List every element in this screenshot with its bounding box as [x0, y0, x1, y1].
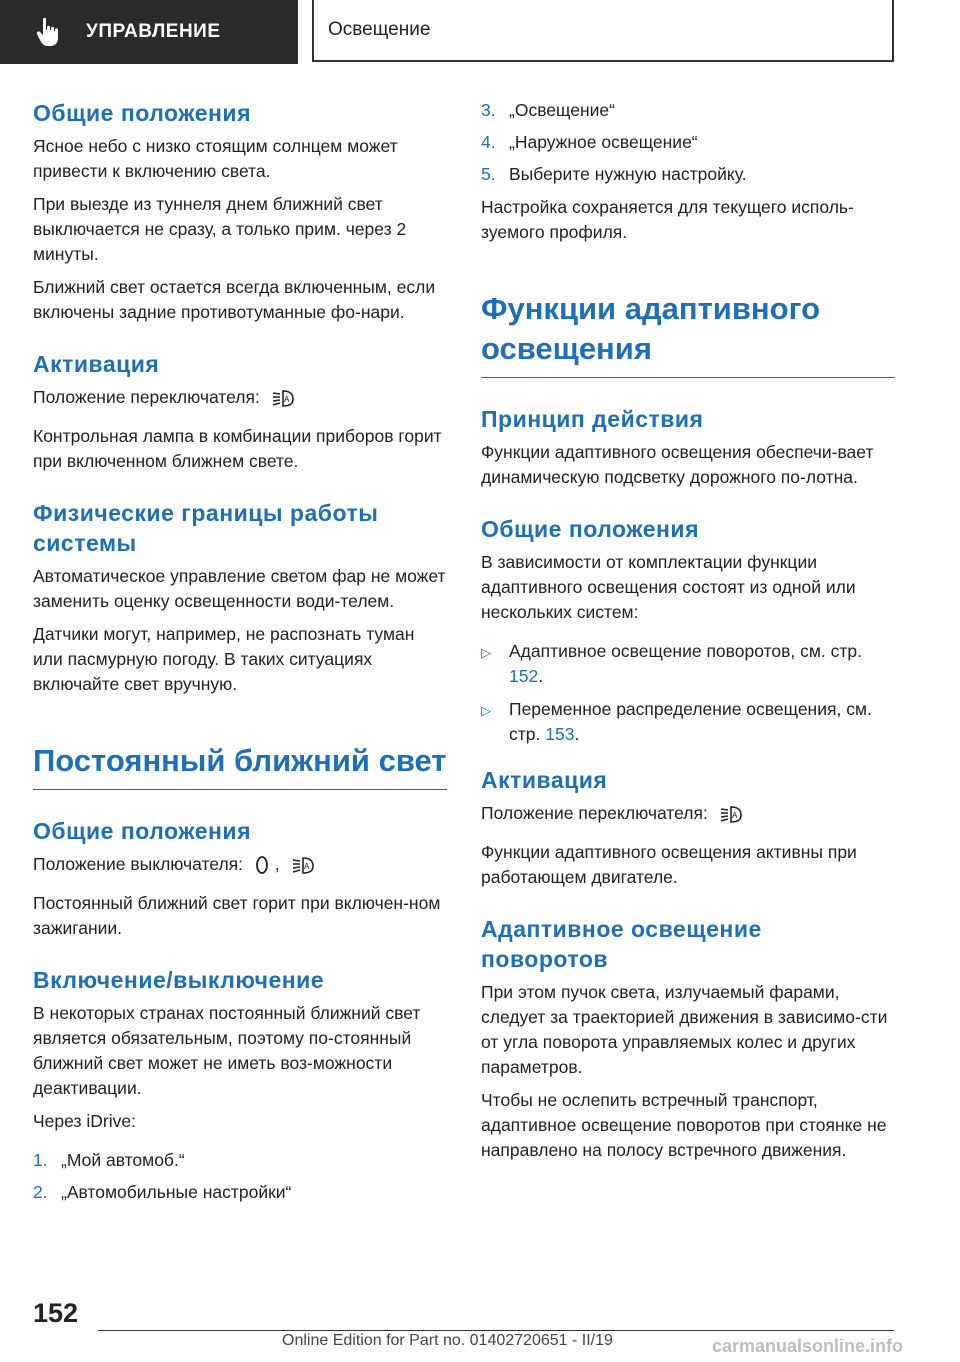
paragraph: Чтобы не ослепить встречный транспорт, адаптивное освещение поворотов при стоянке не направлено на полосу встречного движения. — [481, 1090, 887, 1160]
paragraph: Функции адаптивного освещения активны при работающем двигателе. — [481, 842, 857, 887]
paragraph-switch-position: Положение переключателя: A — [481, 801, 895, 832]
list-item: 1. „Мой автомоб.“ — [33, 1150, 185, 1170]
page-number: 152 — [33, 1298, 79, 1328]
paragraph: В зависимости от комплектации функции адаптивного освещения состоят из одной или нескольких систем: — [481, 552, 856, 622]
chapter-tab — [312, 0, 894, 62]
svg-text:A: A — [283, 395, 290, 404]
idrive-steps-list — [33, 1148, 447, 1205]
auto-headlight-icon — [719, 803, 743, 832]
footer-edition-text: Online Edition for Part no. 01402720651 - II/19 — [282, 1332, 613, 1349]
list-item: 3. „Освещение“ — [481, 100, 615, 120]
heading-general-3: Общие положения — [481, 516, 699, 542]
list-item: ▷ Переменное распределение освещения, см. стр. 153. — [481, 697, 895, 747]
paragraph: Ясное небо с низко стоящим солнцем может привести к включению света. — [33, 136, 398, 181]
paragraph: Постоянный ближний свет горит при включен-ном зажигании. — [33, 893, 441, 938]
paragraph: Настройка сохраняется для текущего исполь-зуемого профиля. — [481, 197, 854, 242]
list-item: 4. „Наружное освещение“ — [481, 132, 698, 152]
svg-text:A: A — [731, 811, 738, 820]
section-tab — [0, 0, 298, 64]
heading-on-off: Включение/выключение — [33, 967, 325, 993]
systems-list — [481, 639, 895, 747]
paragraph-switch-positions: Положение выключателя: , A — [33, 852, 447, 883]
page-link[interactable]: 152 — [509, 666, 539, 686]
paragraph: При этом пучок света, излучаемый фарами, следует за траекторией движения в зависимо-сти от угла поворота управляемых колес и других параметров. — [481, 982, 888, 1077]
list-item: 2. „Автомобильные настройки“ — [33, 1182, 292, 1202]
page-link[interactable]: 153 — [545, 724, 575, 744]
paragraph: При выезде из туннеля днем ближний свет выключается не сразу, а только прим. через 2 минуты. — [33, 194, 407, 264]
paragraph: Датчики могут, например, не распознать туман или пасмурную погоду. В таких ситуациях включайте свет вручную. — [33, 624, 415, 694]
heading-permanent-low-beam: Постоянный ближний свет — [33, 741, 447, 790]
section-title: УПРАВЛЕНИЕ — [86, 21, 221, 42]
heading-general-2: Общие положения — [33, 818, 251, 844]
idrive-steps-list-continued — [481, 98, 895, 187]
footer-divider — [98, 1330, 894, 1331]
paragraph: Ближний свет остается всегда включенным, если включены задние противотуманные фо-нари. — [33, 277, 436, 322]
right-column — [481, 98, 895, 1171]
heading-principle: Принцип действия — [481, 406, 704, 432]
list-item: 5. Выберите нужную настройку. — [481, 164, 747, 184]
triangle-bullet-icon: ▷ — [481, 645, 491, 660]
page-header — [0, 0, 960, 66]
left-column — [33, 98, 447, 1213]
heading-cornering-light: Адаптивное освещение поворотов — [481, 916, 762, 972]
paragraph: Контрольная лампа в комбинации приборов горит при включенном ближнем свете. — [33, 426, 442, 471]
heading-activation-2: Активация — [481, 767, 608, 793]
paragraph-switch-position: Положение переключателя: A — [33, 385, 447, 416]
list-item: ▷ Адаптивное освещение поворотов, см. стр. 152. — [481, 639, 895, 689]
parking-light-icon — [254, 854, 270, 883]
paragraph: Автоматическое управление светом фар не может заменить оценку освещенности води-телем. — [33, 566, 446, 611]
auto-headlight-icon — [271, 387, 295, 416]
paragraph: Через iDrive: — [33, 1111, 136, 1131]
heading-activation: Активация — [33, 351, 160, 377]
heading-adaptive-lighting: Функции адаптивного освещения — [481, 289, 895, 378]
heading-system-limits: Физические границы работы системы — [33, 500, 379, 556]
auto-headlight-icon — [291, 854, 315, 883]
triangle-bullet-icon: ▷ — [481, 703, 491, 718]
paragraph: Функции адаптивного освещения обеспечи-вает динамическую подсветку дорожного по-лотна. — [481, 442, 874, 487]
svg-text:A: A — [303, 862, 309, 871]
heading-general-1: Общие положения — [33, 100, 251, 126]
hand-pointer-icon — [34, 15, 68, 49]
watermark: carmanualsonline.info — [712, 1336, 904, 1356]
paragraph: В некоторых странах постоянный ближний свет является обязательным, поэтому по-стоянный ближний свет может не иметь воз-можности деактивации. — [33, 1003, 421, 1098]
chapter-title: Освещение — [328, 19, 431, 40]
